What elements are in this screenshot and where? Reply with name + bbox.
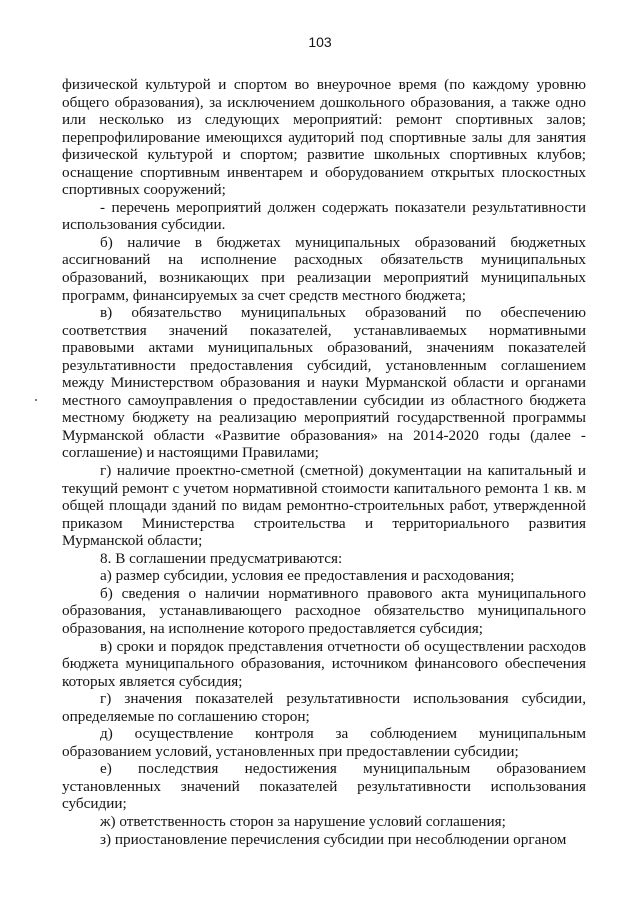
paragraph-list-requirement: - перечень мероприятий должен содержать показатели результативности использования субсидии. [62, 198, 586, 234]
paragraph-8-item-d: д) осуществление контроля за соблюдением муниципальным образованием условий, установленных при предоставлении субсидии; [62, 725, 586, 760]
section-8-heading: 8. В соглашении предусматриваются: [100, 549, 343, 567]
paragraph-8-item-v: в) сроки и порядок представления отчетности об осуществлении расходов бюджета муниципального образования, источником финансового обеспечения которых является субсидия; [62, 637, 586, 690]
paragraph-item-g: г) наличие проектно-сметной (сметной) документации на капитальный и текущий ремонт с учетом нормативной стоимости капитального ремонта 1 кв. м общей площади зданий по видам ремонтно-строительных работ, утвержденной приказом Министерства строительства и территориального развития Мурманской области; [62, 462, 586, 550]
paragraph-8-item-g: г) значения показателей результативности использования субсидии, определяемые по соглашению сторон; [62, 690, 586, 725]
paragraph-continuation: физической культурой и спортом во внеурочное время (по каждому уровню общего образования), за исключением дошкольного образования, а также одно или несколько из следующих мероприятий: ремонт спортивных залов; перепрофилирование имеющихся аудиторий под спортивные залы для занятия физической культурой и спортом; развитие школьных спортивных клубов; оснащение спортивным инвентарем и оборудованием открытых плоскостных спортивных сооружений; [62, 76, 586, 199]
page-number: 103 [308, 34, 332, 50]
paragraph-8-item-z: з) приостановление перечисления субсидии при несоблюдении органом [100, 830, 567, 848]
paragraph-8-item-e: е) последствия недостижения муниципальным образованием установленных значений показателей результативности использования субсидии; [62, 760, 586, 813]
paragraph-item-b: б) наличие в бюджетах муниципальных образований бюджетных ассигнований на исполнение расходных обязательств муниципальных образований, возникающих при реализации мероприятий муниципальных программ, финансируемых за счет средств местного бюджета; [62, 233, 586, 304]
paragraph-8-item-b: б) сведения о наличии нормативного правового акта муниципального образования, устанавливающего расходное обязательство муниципального образования, на исполнение которого предоставляется субсидия; [62, 584, 586, 637]
margin-mark [35, 399, 37, 401]
paragraph-8-item-a: а) размер субсидии, условия ее предоставления и расходования; [100, 567, 515, 585]
document-body [62, 76, 586, 848]
paragraph-8-item-zh: ж) ответственность сторон за нарушение условий соглашения; [100, 812, 506, 830]
paragraph-item-v: в) обязательство муниципальных образований по обеспечению соответствия значений показателей, устанавливаемых нормативными правовыми актами муниципальных образований, значениям показателей результативности предоставления субсидий, установленным соглашением между Министерством образования и науки Мурманской области и органами местного самоуправления о предоставлении субсидии из областного бюджета местному бюджету на реализацию мероприятий государственной программы Мурманской области «Развитие образования» на 2014-2020 годы (далее - соглашение) и настоящими Правилами; [62, 304, 586, 462]
